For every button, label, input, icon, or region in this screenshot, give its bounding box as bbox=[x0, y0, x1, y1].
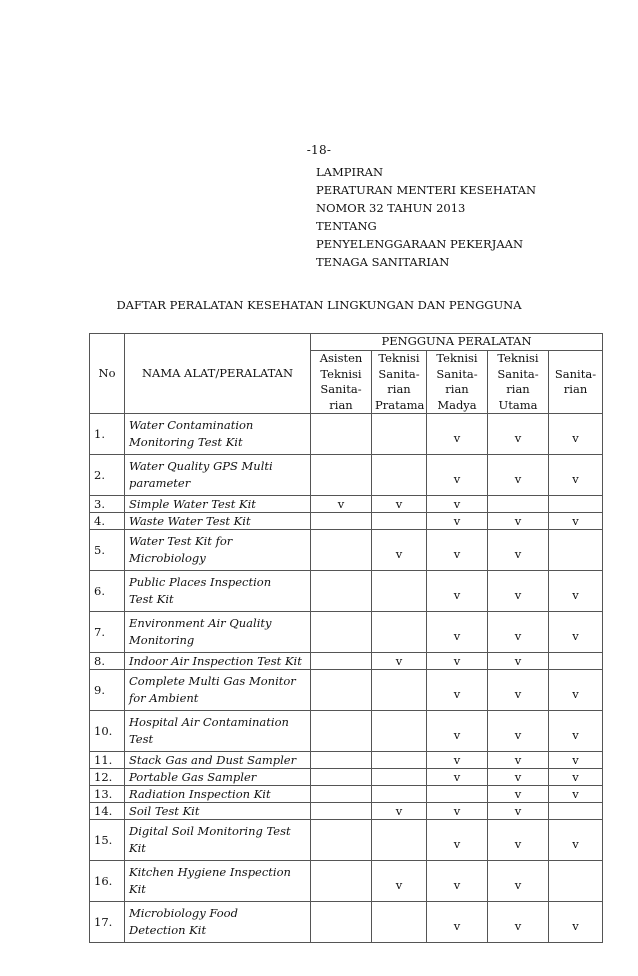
user-mark: v bbox=[549, 513, 603, 530]
user-mark: v bbox=[427, 653, 488, 670]
table-row bbox=[90, 414, 603, 455]
row-number: 3. bbox=[90, 496, 125, 513]
column-header-line: Sanita- bbox=[436, 366, 478, 381]
header-line: PENYELENGGARAAN PEKERJAAN bbox=[316, 237, 523, 251]
equipment-name bbox=[125, 414, 311, 455]
user-mark bbox=[372, 786, 427, 803]
equipment-name-line: Microbiology Food bbox=[129, 906, 238, 920]
column-header-line: Sanita- bbox=[554, 366, 597, 381]
equipment-name bbox=[125, 612, 311, 653]
equipment-name-line: Environment Air Quality bbox=[129, 616, 272, 630]
user-mark bbox=[372, 769, 427, 786]
user-mark bbox=[372, 414, 427, 455]
user-mark bbox=[549, 803, 603, 820]
user-mark: v bbox=[488, 414, 549, 455]
column-header-line: Sanita- bbox=[320, 382, 362, 396]
equipment-name-line: Waste Water Test Kit bbox=[129, 514, 251, 528]
user-mark: v bbox=[488, 820, 549, 861]
user-mark bbox=[311, 786, 372, 803]
row-number: 11. bbox=[90, 752, 125, 769]
equipment-name-line: Hospital Air Contamination bbox=[129, 715, 289, 729]
equipment-name bbox=[125, 653, 311, 670]
equipment-name-line: Soil Test Kit bbox=[129, 804, 200, 818]
user-mark: v bbox=[372, 530, 427, 571]
user-mark: v bbox=[549, 414, 603, 455]
user-mark: v bbox=[427, 752, 488, 769]
equipment-name-line: Stack Gas and Dust Sampler bbox=[129, 753, 297, 767]
user-mark: v bbox=[427, 711, 488, 752]
user-mark: v bbox=[427, 414, 488, 455]
table-row bbox=[90, 513, 603, 530]
row-number: 7. bbox=[90, 612, 125, 653]
user-mark: v bbox=[427, 513, 488, 530]
user-mark: v bbox=[488, 786, 549, 803]
equipment-name-line: Digital Soil Monitoring Test bbox=[129, 824, 291, 838]
user-mark: v bbox=[427, 820, 488, 861]
equipment-name bbox=[125, 711, 311, 752]
user-mark: v bbox=[372, 803, 427, 820]
equipment-name bbox=[125, 513, 311, 530]
user-mark bbox=[311, 769, 372, 786]
user-mark: v bbox=[549, 455, 603, 496]
column-header-line: Pratama bbox=[375, 397, 425, 412]
user-mark: v bbox=[549, 786, 603, 803]
user-mark: v bbox=[488, 571, 549, 612]
user-mark bbox=[372, 902, 427, 943]
equipment-name bbox=[125, 902, 311, 943]
table-row bbox=[90, 752, 603, 769]
table-row bbox=[90, 902, 603, 943]
equipment-name-line: Radiation Inspection Kit bbox=[129, 787, 271, 801]
user-mark bbox=[311, 752, 372, 769]
column-header-line: Sanita- bbox=[497, 366, 539, 381]
row-number: 8. bbox=[90, 653, 125, 670]
user-mark: v bbox=[488, 530, 549, 571]
row-number: 15. bbox=[90, 820, 125, 861]
user-mark bbox=[372, 571, 427, 612]
equipment-name bbox=[125, 803, 311, 820]
user-mark bbox=[311, 530, 372, 571]
user-mark bbox=[372, 612, 427, 653]
column-header-line: Asisten bbox=[319, 351, 363, 365]
row-number: 12. bbox=[90, 769, 125, 786]
table-row bbox=[90, 820, 603, 861]
table-row bbox=[90, 530, 603, 571]
user-mark: v bbox=[427, 571, 488, 612]
user-mark: v bbox=[488, 861, 549, 902]
table-row bbox=[90, 670, 603, 711]
document-title: DAFTAR PERALATAN KESEHATAN LINGKUNGAN DAN PENGGUNA bbox=[116, 298, 522, 312]
user-mark: v bbox=[488, 711, 549, 752]
equipment-name-line: Complete Multi Gas Monitor bbox=[129, 674, 296, 688]
user-mark bbox=[311, 711, 372, 752]
user-mark: v bbox=[427, 861, 488, 902]
column-header-line: Teknisi bbox=[320, 366, 362, 381]
equipment-name bbox=[125, 786, 311, 803]
column-header-line: Teknisi bbox=[497, 351, 539, 365]
table-body bbox=[90, 414, 603, 943]
row-number: 5. bbox=[90, 530, 125, 571]
table-row bbox=[90, 861, 603, 902]
column-header-name: NAMA ALAT/PERALATAN bbox=[125, 334, 311, 414]
column-header-user bbox=[427, 351, 488, 414]
header-line: LAMPIRAN bbox=[316, 165, 384, 179]
user-mark bbox=[372, 670, 427, 711]
equipment-name bbox=[125, 670, 311, 711]
user-mark bbox=[549, 861, 603, 902]
user-mark: v bbox=[549, 571, 603, 612]
column-header-line: rian bbox=[563, 382, 588, 396]
equipment-name bbox=[125, 496, 311, 513]
user-mark: v bbox=[372, 496, 427, 513]
user-mark bbox=[311, 455, 372, 496]
equipment-name bbox=[125, 455, 311, 496]
user-mark bbox=[372, 711, 427, 752]
equipment-name bbox=[125, 861, 311, 902]
row-number: 14. bbox=[90, 803, 125, 820]
user-mark: v bbox=[372, 861, 427, 902]
column-header-user bbox=[488, 351, 549, 414]
user-mark: v bbox=[488, 670, 549, 711]
user-mark: v bbox=[427, 455, 488, 496]
table-row bbox=[90, 711, 603, 752]
user-mark bbox=[372, 820, 427, 861]
user-mark bbox=[311, 513, 372, 530]
column-group-header: PENGGUNA PERALATAN bbox=[311, 334, 603, 351]
user-mark bbox=[372, 455, 427, 496]
column-header-no: No bbox=[90, 334, 125, 414]
row-number: 9. bbox=[90, 670, 125, 711]
user-mark: v bbox=[488, 902, 549, 943]
row-number: 6. bbox=[90, 571, 125, 612]
equipment-name bbox=[125, 752, 311, 769]
column-header-user bbox=[311, 351, 372, 414]
user-mark bbox=[311, 571, 372, 612]
column-header-line: Sanita- bbox=[378, 366, 420, 381]
row-number: 16. bbox=[90, 861, 125, 902]
user-mark bbox=[311, 612, 372, 653]
column-header-line: rian bbox=[445, 382, 469, 396]
table-row bbox=[90, 786, 603, 803]
column-header-line: Teknisi bbox=[436, 351, 478, 365]
table-row bbox=[90, 803, 603, 820]
user-mark: v bbox=[427, 496, 488, 513]
user-mark: v bbox=[488, 653, 549, 670]
user-mark bbox=[549, 496, 603, 513]
user-mark: v bbox=[488, 803, 549, 820]
row-number: 1. bbox=[90, 414, 125, 455]
row-number: 4. bbox=[90, 513, 125, 530]
header-line: PERATURAN MENTERI KESEHATAN bbox=[316, 183, 537, 197]
header-line: TENTANG bbox=[316, 219, 377, 233]
user-mark bbox=[549, 653, 603, 670]
table-row bbox=[90, 653, 603, 670]
user-mark: v bbox=[427, 902, 488, 943]
user-mark: v bbox=[549, 612, 603, 653]
user-mark: v bbox=[488, 612, 549, 653]
row-number: 17. bbox=[90, 902, 125, 943]
user-mark bbox=[311, 670, 372, 711]
user-mark: v bbox=[427, 769, 488, 786]
user-mark: v bbox=[427, 803, 488, 820]
user-mark bbox=[311, 861, 372, 902]
equipment-name-line: Microbiology bbox=[129, 551, 206, 565]
document-header bbox=[316, 163, 536, 271]
user-mark bbox=[372, 513, 427, 530]
user-mark: v bbox=[488, 513, 549, 530]
equipment-name bbox=[125, 820, 311, 861]
equipment-name-line: parameter bbox=[129, 476, 191, 490]
user-mark bbox=[372, 752, 427, 769]
user-mark: v bbox=[311, 496, 372, 513]
equipment-table bbox=[89, 333, 603, 943]
user-mark: v bbox=[549, 711, 603, 752]
equipment-name-line: Detection Kit bbox=[129, 923, 207, 937]
user-mark: v bbox=[549, 752, 603, 769]
row-number: 13. bbox=[90, 786, 125, 803]
equipment-name-line: Public Places Inspection bbox=[129, 575, 272, 589]
column-header-line: rian bbox=[387, 382, 411, 396]
header-line: NOMOR 32 TAHUN 2013 bbox=[316, 201, 466, 215]
equipment-name-line: for Ambient bbox=[129, 691, 199, 705]
column-header-line: Utama bbox=[498, 397, 538, 412]
user-mark bbox=[427, 786, 488, 803]
user-mark bbox=[311, 653, 372, 670]
user-mark bbox=[311, 820, 372, 861]
user-mark bbox=[311, 414, 372, 455]
column-header-line: rian bbox=[506, 382, 530, 396]
equipment-name-line: Monitoring Test Kit bbox=[129, 435, 243, 449]
equipment-name-line: Indoor Air Inspection Test Kit bbox=[129, 654, 302, 668]
equipment-name bbox=[125, 571, 311, 612]
table-row bbox=[90, 496, 603, 513]
equipment-name-line: Water Quality GPS Multi bbox=[129, 459, 273, 473]
equipment-name-line: Monitoring bbox=[129, 633, 195, 647]
page-number: -18- bbox=[306, 143, 332, 157]
user-mark: v bbox=[549, 902, 603, 943]
user-mark bbox=[311, 803, 372, 820]
column-header-user bbox=[549, 351, 603, 414]
user-mark bbox=[549, 530, 603, 571]
table-row bbox=[90, 571, 603, 612]
table-row bbox=[90, 612, 603, 653]
column-header-line: rian bbox=[329, 397, 353, 412]
user-mark: v bbox=[488, 769, 549, 786]
user-mark: v bbox=[372, 653, 427, 670]
user-mark: v bbox=[427, 530, 488, 571]
equipment-name-line: Kit bbox=[129, 841, 146, 855]
equipment-name bbox=[125, 769, 311, 786]
user-mark: v bbox=[549, 820, 603, 861]
column-header-line: Teknisi bbox=[378, 351, 420, 365]
equipment-name bbox=[125, 530, 311, 571]
user-mark: v bbox=[427, 670, 488, 711]
user-mark: v bbox=[549, 670, 603, 711]
user-mark: v bbox=[488, 455, 549, 496]
row-number: 10. bbox=[90, 711, 125, 752]
user-mark: v bbox=[488, 752, 549, 769]
user-mark bbox=[311, 902, 372, 943]
equipment-name-line: Portable Gas Sampler bbox=[129, 770, 257, 784]
equipment-name-line: Kit bbox=[129, 882, 146, 896]
table-row bbox=[90, 769, 603, 786]
column-header-user bbox=[372, 351, 427, 414]
equipment-name-line: Test bbox=[129, 732, 154, 746]
row-number: 2. bbox=[90, 455, 125, 496]
table-row bbox=[90, 455, 603, 496]
equipment-name-line: Kitchen Hygiene Inspection bbox=[129, 865, 291, 879]
equipment-name-line: Test Kit bbox=[129, 592, 174, 606]
user-mark: v bbox=[549, 769, 603, 786]
equipment-name-line: Simple Water Test Kit bbox=[129, 497, 256, 511]
equipment-name-line: Water Test Kit for bbox=[129, 534, 233, 548]
user-mark bbox=[488, 496, 549, 513]
user-mark: v bbox=[427, 612, 488, 653]
equipment-name-line: Water Contamination bbox=[129, 418, 254, 432]
header-line: TENAGA SANITARIAN bbox=[316, 255, 450, 269]
table-header bbox=[90, 334, 603, 414]
column-header-line: Madya bbox=[437, 397, 477, 412]
